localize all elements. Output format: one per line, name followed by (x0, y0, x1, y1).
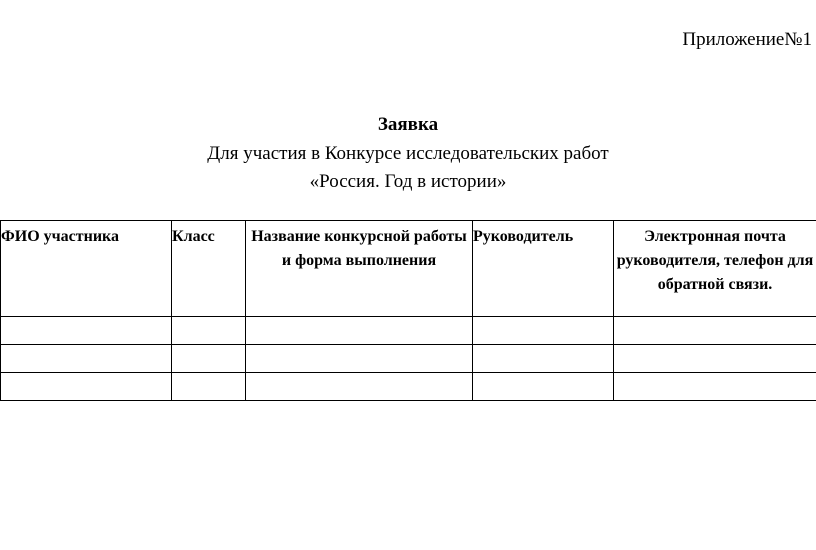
table-row (1, 317, 816, 345)
cell-contact[interactable] (614, 345, 816, 373)
header-work-title-and-format: Название конкурсной работы и форма выполнения (246, 221, 473, 317)
application-form-table (0, 220, 816, 401)
cell-contact[interactable] (614, 317, 816, 345)
cell-supervisor[interactable] (473, 345, 614, 373)
document-header (0, 112, 816, 196)
table-row (1, 373, 816, 401)
cell-participant-name[interactable] (1, 317, 172, 345)
cell-participant-name[interactable] (1, 373, 172, 401)
header-supervisor: Руководитель (473, 221, 614, 317)
document-title: Заявка (377, 114, 439, 135)
cell-work-title[interactable] (246, 373, 473, 401)
cell-grade[interactable] (172, 373, 246, 401)
table-header-row (1, 221, 816, 317)
document-subtitle-line-1: Для участия в Конкурсе исследовательских работ (207, 143, 609, 164)
cell-contact[interactable] (614, 373, 816, 401)
header-participant-name: ФИО участника (1, 221, 172, 317)
document-subtitle-line-2: «Россия. Год в истории» (309, 171, 507, 192)
cell-supervisor[interactable] (473, 373, 614, 401)
cell-supervisor[interactable] (473, 317, 614, 345)
header-supervisor-contact: Электронная почта руководителя, телефон для обратной связи. (614, 221, 816, 317)
appendix-label: Приложение№1 (682, 29, 812, 50)
cell-participant-name[interactable] (1, 345, 172, 373)
cell-grade[interactable] (172, 345, 246, 373)
cell-work-title[interactable] (246, 345, 473, 373)
table-row (1, 345, 816, 373)
header-grade: Класс (172, 221, 246, 317)
cell-grade[interactable] (172, 317, 246, 345)
cell-work-title[interactable] (246, 317, 473, 345)
